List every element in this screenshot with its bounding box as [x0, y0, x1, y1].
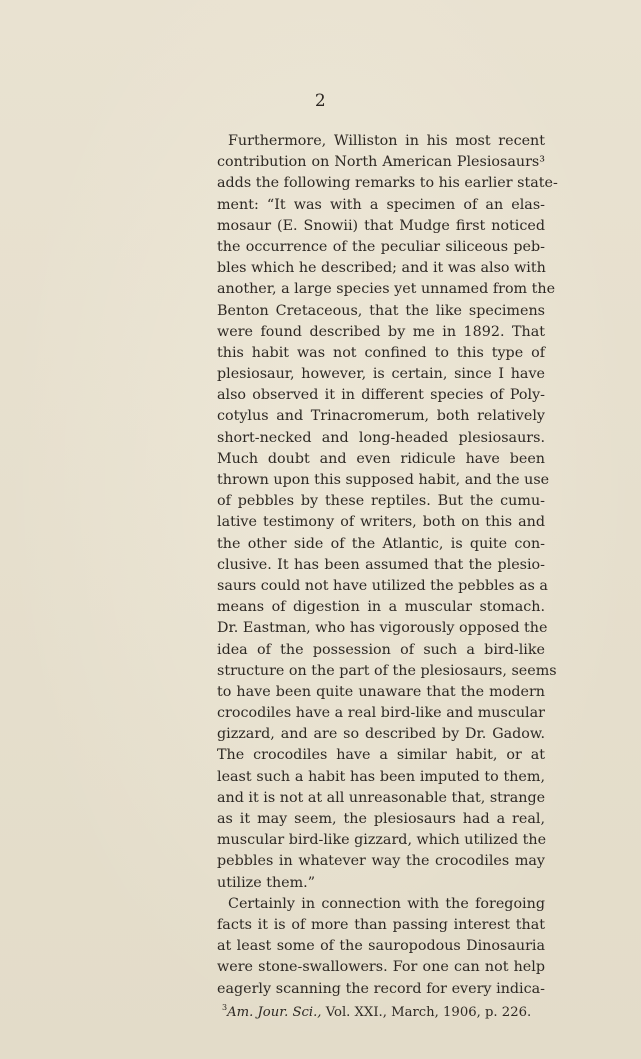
text-line: thrown upon this supposed habit, and the use	[217, 472, 550, 488]
text-line: pebbles in whatever way the crocodiles may	[217, 853, 545, 870]
text-line: short-necked and long-headed plesiosaurs.	[217, 429, 545, 446]
text-line: as it may seem, the plesiosaurs had a real,	[217, 811, 545, 827]
text-line: clusive. It has been assumed that the plesio-	[217, 556, 545, 573]
text-line: crocodiles have a real bird-like and muscular	[217, 705, 545, 722]
text-line: structure on the part of the plesiosaurs, seems	[217, 662, 557, 679]
text-line: were found described by me in 1892. That	[217, 323, 545, 340]
text-line: Certainly in connection with the foregoing	[228, 895, 545, 912]
footnote-marker: 3	[222, 1003, 228, 1012]
text-line: facts it is of more than passing interest that	[217, 916, 545, 933]
text-line: the occurrence of the peculiar siliceous peb-	[217, 238, 545, 255]
page-number: 2	[314, 91, 327, 111]
text-line: ment: “It was with a specimen of an elas-	[217, 196, 545, 213]
text-line: contribution on North American Plesiosaurs³	[217, 154, 545, 171]
text-line: the other side of the Atlantic, is quite con-	[217, 535, 545, 552]
body-text	[217, 131, 558, 1000]
text-line: saurs could not have utilized the pebbles as a	[217, 577, 548, 594]
text-line: and it is not at all unreasonable that, strange	[217, 789, 546, 806]
text-line: plesiosaur, however, is certain, since I have	[217, 366, 545, 383]
text-line: utilize them.”	[217, 874, 316, 891]
text-line: were stone-swallowers. For one can not help	[217, 959, 545, 976]
text-line: Dr. Eastman, who has vigorously opposed the	[217, 620, 548, 637]
text-line: lative testimony of writers, both on this and	[217, 514, 545, 531]
text-line: muscular bird-like gizzard, which utilized the	[217, 832, 547, 849]
text-line: at least some of the sauropodous Dinosauria	[217, 938, 545, 955]
text-line: bles which he described; and it was also with	[217, 260, 546, 277]
text-line: adds the following remarks to his earlier state-	[217, 175, 558, 192]
text-line: another, a large species yet unnamed from the	[217, 281, 556, 298]
footnote-journal: Am. Jour. Sci.,	[227, 1005, 322, 1020]
footnote-citation: Vol. XXI., March, 1906, p. 226.	[321, 1005, 532, 1020]
text-line: The crocodiles have a similar habit, or at	[217, 747, 545, 764]
text-line: gizzard, and are so described by Dr. Gadow.	[217, 726, 545, 743]
text-line: least such a habit has been imputed to them,	[217, 768, 545, 785]
text-line: Much doubt and even ridicule have been	[217, 450, 545, 467]
text-line: eagerly scanning the record for every indica-	[217, 980, 545, 997]
text-line: cotylus and Trinacromerum, both relatively	[217, 408, 545, 425]
text-line: mosaur (E. Snowii) that Mudge first noticed	[217, 217, 545, 234]
text-line: Benton Cretaceous, that the like specimens	[217, 302, 545, 319]
text-line: also observed it in different species of Poly-	[217, 387, 545, 404]
text-line: idea of the possession of such a bird-like	[217, 641, 545, 658]
text-line: this habit was not confined to this type of	[217, 344, 545, 361]
text-line: of pebbles by these reptiles. But the cumu-	[217, 493, 545, 510]
text-line: to have been quite unaware that the modern	[217, 683, 545, 700]
text-line: means of digestion in a muscular stomach.	[217, 599, 545, 616]
footnote	[222, 1000, 542, 1021]
text-line: Furthermore, Williston in his most recent	[228, 133, 545, 149]
